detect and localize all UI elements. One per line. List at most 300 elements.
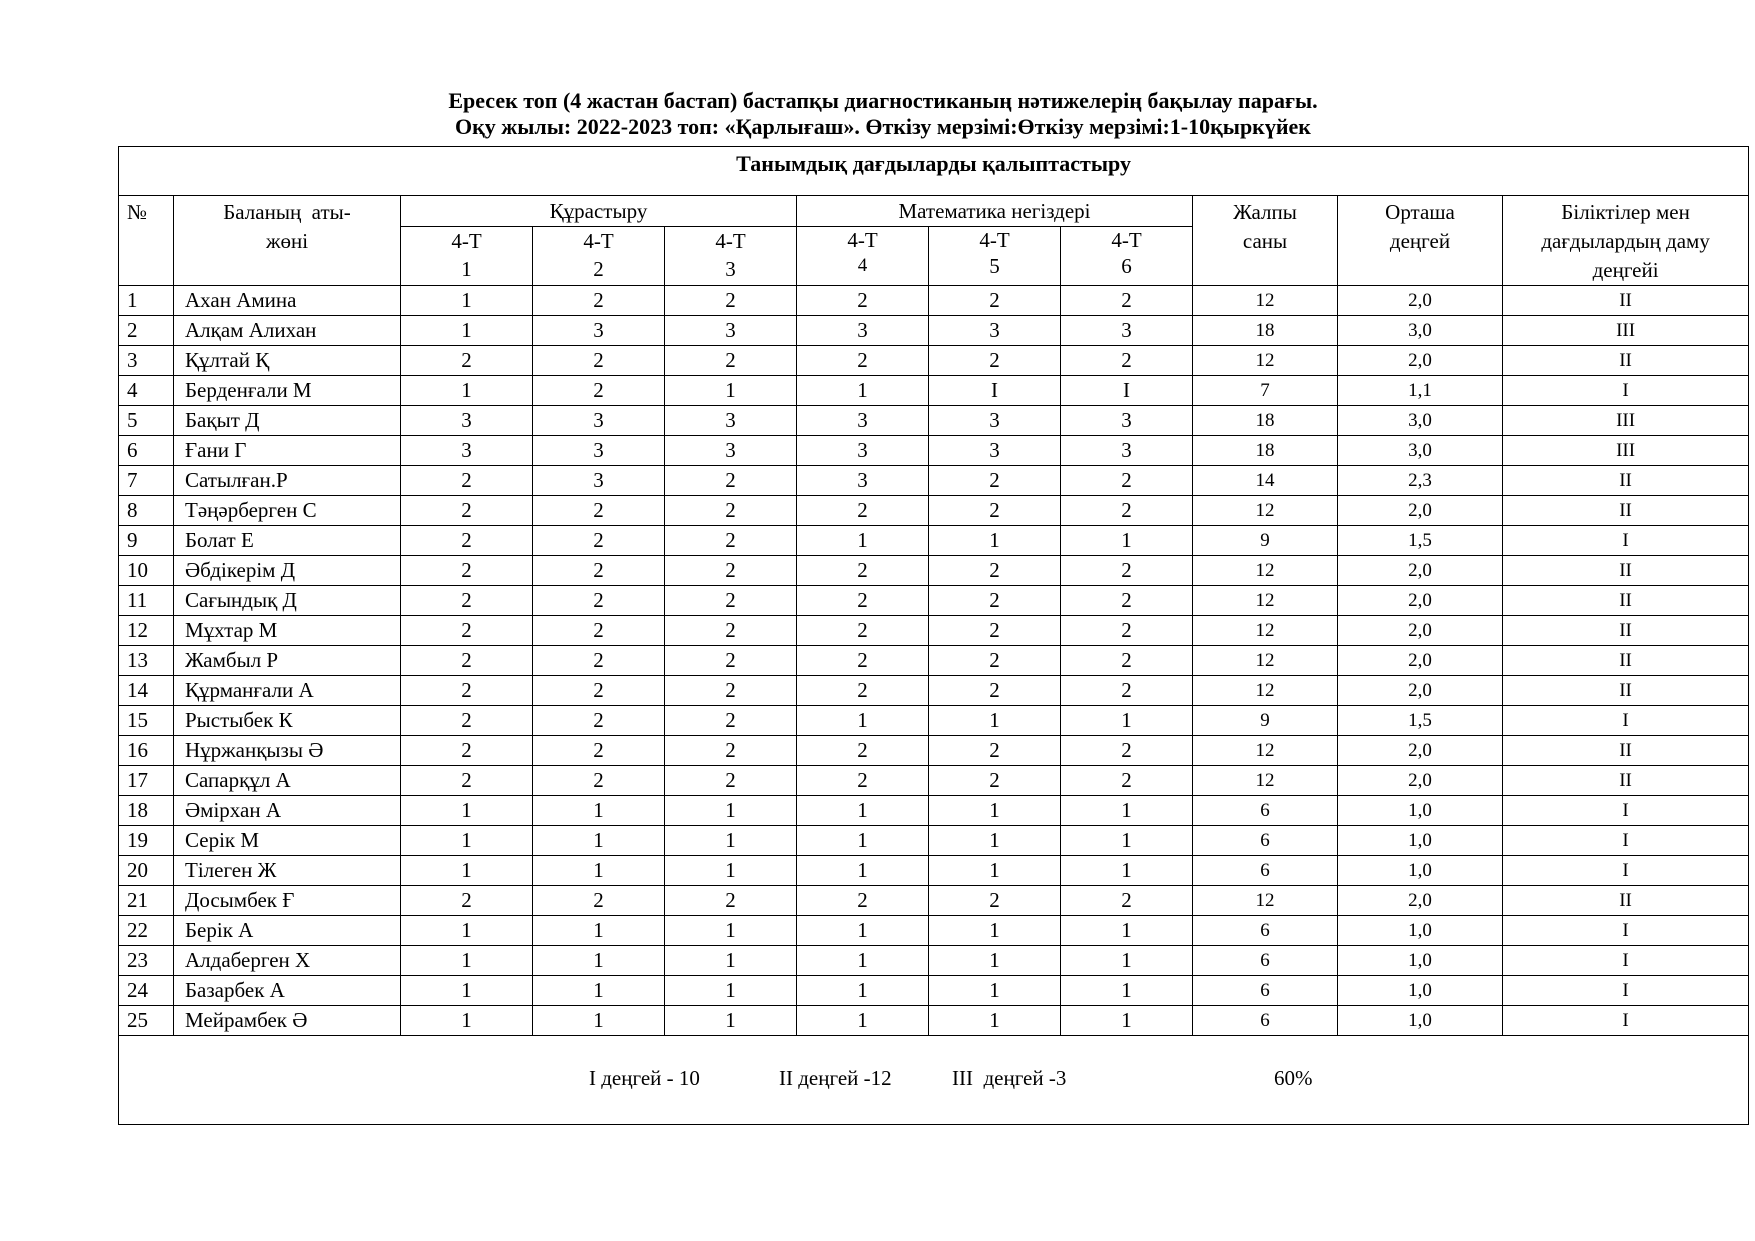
total-cell: 12 <box>1193 766 1338 796</box>
score-cell: 1 <box>797 1006 929 1036</box>
col-group-math: Математика негіздері <box>797 196 1193 227</box>
average-cell: 1,0 <box>1338 976 1503 1006</box>
score-cell: 1 <box>665 946 797 976</box>
score-cell: 2 <box>929 646 1061 676</box>
score-cell: 1 <box>929 1006 1061 1036</box>
score-cell: 1 <box>401 946 533 976</box>
student-name: Берденғали М <box>174 376 401 406</box>
score-cell: 1 <box>797 796 929 826</box>
score-cell: 3 <box>797 436 929 466</box>
row-number: 3 <box>119 346 174 376</box>
score-cell: 2 <box>929 286 1061 316</box>
total-cell: 6 <box>1193 796 1338 826</box>
score-cell: 2 <box>533 556 665 586</box>
total-cell: 14 <box>1193 466 1338 496</box>
row-number: 19 <box>119 826 174 856</box>
level-cell: I <box>1503 916 1749 946</box>
score-cell: 1 <box>797 916 929 946</box>
average-cell: 3,0 <box>1338 436 1503 466</box>
score-cell: 1 <box>797 976 929 1006</box>
score-cell: 1 <box>1061 706 1193 736</box>
total-cell: 6 <box>1193 976 1338 1006</box>
score-cell: 2 <box>929 676 1061 706</box>
score-cell: 2 <box>665 556 797 586</box>
student-name: Бақыт Д <box>174 406 401 436</box>
summary-row <box>119 1036 1749 1125</box>
sub-header-code: 4-Т <box>715 229 746 254</box>
table-row <box>119 886 1749 916</box>
student-name: Нұржанқызы Ә <box>174 736 401 766</box>
level-cell: II <box>1503 286 1749 316</box>
table-row <box>119 646 1749 676</box>
level-cell: II <box>1503 736 1749 766</box>
score-cell: 1 <box>533 796 665 826</box>
score-cell: 1 <box>929 526 1061 556</box>
score-cell: 1 <box>797 706 929 736</box>
col-header-level-line-3: деңгейі <box>1592 258 1659 282</box>
average-cell: 1,0 <box>1338 1006 1503 1036</box>
table-row <box>119 346 1749 376</box>
student-name: Алдаберген Х <box>174 946 401 976</box>
score-cell: 2 <box>533 526 665 556</box>
table-row <box>119 736 1749 766</box>
level-cell: II <box>1503 346 1749 376</box>
col-header-name <box>174 196 401 286</box>
score-cell: 2 <box>797 556 929 586</box>
level-cell: I <box>1503 946 1749 976</box>
average-cell: 2,0 <box>1338 616 1503 646</box>
average-cell: 1,5 <box>1338 526 1503 556</box>
col-header-number: № <box>119 196 174 286</box>
score-cell: 2 <box>1061 736 1193 766</box>
col-header-level-line-1: Біліктілер мен <box>1561 200 1690 224</box>
sub-header-code: 4-Т <box>847 228 878 253</box>
score-cell: 2 <box>797 616 929 646</box>
col-header-total-line-2: саны <box>1242 229 1288 253</box>
score-cell: 2 <box>401 346 533 376</box>
score-cell: 2 <box>401 706 533 736</box>
score-cell: 2 <box>665 766 797 796</box>
score-cell: 2 <box>1061 616 1193 646</box>
level-cell: II <box>1503 586 1749 616</box>
student-name: Мейрамбек Ә <box>174 1006 401 1036</box>
score-cell: 1 <box>401 376 533 406</box>
row-number: 4 <box>119 376 174 406</box>
score-cell: 3 <box>665 436 797 466</box>
score-cell: 1 <box>401 916 533 946</box>
average-cell: 1,5 <box>1338 706 1503 736</box>
heading-line-1: Ересек топ (4 жастан бастап) бастапқы диагностиканың нәтижелерің бақылау парағы. <box>448 88 1318 113</box>
total-cell: 9 <box>1193 706 1338 736</box>
level-cell: III <box>1503 316 1749 346</box>
student-name: Тілеген Ж <box>174 856 401 886</box>
score-cell: 2 <box>1061 886 1193 916</box>
total-cell: 18 <box>1193 406 1338 436</box>
score-cell: 2 <box>929 886 1061 916</box>
level-cell: I <box>1503 376 1749 406</box>
score-cell: 1 <box>929 856 1061 886</box>
score-cell: 2 <box>797 586 929 616</box>
col-header-total <box>1193 196 1338 286</box>
score-cell: 1 <box>929 916 1061 946</box>
score-cell: 1 <box>1061 916 1193 946</box>
score-cell: 2 <box>665 676 797 706</box>
score-cell: 1 <box>401 316 533 346</box>
table-row <box>119 436 1749 466</box>
score-cell: 1 <box>797 826 929 856</box>
level-cell: II <box>1503 466 1749 496</box>
score-cell: 2 <box>929 736 1061 766</box>
header-row-1 <box>119 196 1749 227</box>
sub-header-index: 4 <box>857 255 868 277</box>
score-cell: 2 <box>1061 496 1193 526</box>
student-name: Серік М <box>174 826 401 856</box>
score-cell: 2 <box>1061 766 1193 796</box>
score-cell: I <box>929 376 1061 406</box>
score-cell: 1 <box>665 856 797 886</box>
total-cell: 18 <box>1193 316 1338 346</box>
table-row <box>119 796 1749 826</box>
sub-header-index: 5 <box>989 254 1000 279</box>
level-cell: II <box>1503 646 1749 676</box>
row-number: 17 <box>119 766 174 796</box>
average-cell: 2,0 <box>1338 646 1503 676</box>
score-cell: 2 <box>533 496 665 526</box>
score-cell: 3 <box>1061 436 1193 466</box>
total-cell: 6 <box>1193 1006 1338 1036</box>
average-cell: 2,0 <box>1338 586 1503 616</box>
score-cell: 2 <box>665 646 797 676</box>
level-cell: II <box>1503 496 1749 526</box>
score-cell: 1 <box>533 976 665 1006</box>
table-row <box>119 946 1749 976</box>
section-title: Танымдық дағдыларды қалыптастыру <box>119 147 1749 196</box>
score-cell: 2 <box>401 886 533 916</box>
total-cell: 12 <box>1193 646 1338 676</box>
table-row <box>119 1006 1749 1036</box>
row-number: 25 <box>119 1006 174 1036</box>
row-number: 18 <box>119 796 174 826</box>
student-name: Ахан Амина <box>174 286 401 316</box>
score-cell: 2 <box>533 886 665 916</box>
score-cell: 2 <box>797 286 929 316</box>
total-cell: 6 <box>1193 856 1338 886</box>
col-header-name-line-1: Баланың аты- <box>223 200 351 224</box>
score-cell: 2 <box>929 346 1061 376</box>
score-cell: 2 <box>665 736 797 766</box>
score-cell: 2 <box>533 586 665 616</box>
score-cell: 2 <box>665 886 797 916</box>
table-row <box>119 496 1749 526</box>
table-row <box>119 766 1749 796</box>
heading-line-2: Оқу жылы: 2022-2023 топ: «Қарлығаш». Өткізу мерзімі:Өткізу мерзімі:1-10қыркүйек <box>455 114 1311 139</box>
row-number: 5 <box>119 406 174 436</box>
student-name: Базарбек А <box>174 976 401 1006</box>
col-header-average-line-1: Орташа <box>1385 200 1455 224</box>
student-name: Рыстыбек К <box>174 706 401 736</box>
score-cell: 1 <box>929 976 1061 1006</box>
student-name: Әбдікерім Д <box>174 556 401 586</box>
total-cell: 12 <box>1193 556 1338 586</box>
score-cell: 2 <box>533 616 665 646</box>
average-cell: 2,0 <box>1338 286 1503 316</box>
level-cell: III <box>1503 436 1749 466</box>
total-cell: 12 <box>1193 886 1338 916</box>
score-cell: 3 <box>533 316 665 346</box>
score-cell: 2 <box>797 646 929 676</box>
row-number: 8 <box>119 496 174 526</box>
table-row <box>119 706 1749 736</box>
sub-header-4 <box>797 227 929 286</box>
table-row <box>119 676 1749 706</box>
level-cell: I <box>1503 526 1749 556</box>
score-cell: 2 <box>533 376 665 406</box>
score-cell: 1 <box>929 946 1061 976</box>
level-cell: II <box>1503 676 1749 706</box>
document-heading <box>118 88 1648 140</box>
table-row <box>119 976 1749 1006</box>
total-cell: 12 <box>1193 616 1338 646</box>
score-cell: 2 <box>533 766 665 796</box>
score-cell: 3 <box>929 406 1061 436</box>
level-cell: I <box>1503 856 1749 886</box>
level-cell: I <box>1503 826 1749 856</box>
score-cell: 1 <box>665 376 797 406</box>
total-cell: 12 <box>1193 496 1338 526</box>
score-cell: 1 <box>533 916 665 946</box>
score-cell: 2 <box>1061 556 1193 586</box>
student-name: Құлтай Қ <box>174 346 401 376</box>
score-cell: 1 <box>401 286 533 316</box>
average-cell: 2,0 <box>1338 556 1503 586</box>
average-cell: 1,0 <box>1338 826 1503 856</box>
student-name: Болат Е <box>174 526 401 556</box>
col-header-average-line-2: деңгей <box>1389 229 1451 253</box>
total-cell: 6 <box>1193 916 1338 946</box>
score-cell: 1 <box>401 826 533 856</box>
score-cell: I <box>1061 376 1193 406</box>
sub-header-code: 4-Т <box>1111 228 1142 253</box>
table-row <box>119 856 1749 886</box>
score-cell: 1 <box>401 856 533 886</box>
score-cell: 2 <box>665 526 797 556</box>
score-cell: 2 <box>929 616 1061 646</box>
score-cell: 2 <box>797 496 929 526</box>
sub-header-index: 6 <box>1121 254 1132 279</box>
table-row <box>119 586 1749 616</box>
score-cell: 2 <box>1061 286 1193 316</box>
score-cell: 1 <box>797 856 929 886</box>
score-cell: 2 <box>533 286 665 316</box>
level-cell: III <box>1503 406 1749 436</box>
score-cell: 1 <box>533 946 665 976</box>
score-cell: 2 <box>401 586 533 616</box>
col-header-average <box>1338 196 1503 286</box>
row-number: 15 <box>119 706 174 736</box>
level-cell: II <box>1503 766 1749 796</box>
sub-header-code: 4-Т <box>451 229 482 254</box>
score-cell: 1 <box>797 946 929 976</box>
summary-percent: 60% <box>1274 1066 1313 1090</box>
score-cell: 1 <box>929 796 1061 826</box>
score-cell: 2 <box>401 646 533 676</box>
level-cell: I <box>1503 976 1749 1006</box>
row-number: 2 <box>119 316 174 346</box>
score-cell: 1 <box>401 796 533 826</box>
table-row <box>119 556 1749 586</box>
score-cell: 1 <box>929 706 1061 736</box>
score-cell: 1 <box>665 826 797 856</box>
sub-header-2 <box>533 227 665 286</box>
summary-level-3: III деңгей -3 <box>952 1066 1067 1090</box>
summary-level-2: II деңгей -12 <box>779 1066 892 1090</box>
student-name: Досымбек Ғ <box>174 886 401 916</box>
score-cell: 2 <box>533 646 665 676</box>
average-cell: 2,0 <box>1338 346 1503 376</box>
summary-level-1: I деңгей - 10 <box>589 1066 700 1090</box>
level-cell: I <box>1503 1006 1749 1036</box>
average-cell: 1,0 <box>1338 946 1503 976</box>
score-cell: 3 <box>665 316 797 346</box>
score-cell: 1 <box>1061 856 1193 886</box>
score-cell: 2 <box>401 616 533 646</box>
score-cell: 3 <box>401 436 533 466</box>
student-name: Алқам Алихан <box>174 316 401 346</box>
average-cell: 3,0 <box>1338 316 1503 346</box>
total-cell: 6 <box>1193 946 1338 976</box>
row-number: 20 <box>119 856 174 886</box>
average-cell: 1,1 <box>1338 376 1503 406</box>
col-header-name-line-2: жөні <box>265 229 309 253</box>
total-cell: 12 <box>1193 286 1338 316</box>
sub-header-6 <box>1061 227 1193 286</box>
average-cell: 1,0 <box>1338 796 1503 826</box>
col-group-construct: Құрастыру <box>401 196 797 227</box>
total-cell: 12 <box>1193 736 1338 766</box>
score-cell: 1 <box>1061 796 1193 826</box>
total-cell: 9 <box>1193 526 1338 556</box>
sub-header-3 <box>665 227 797 286</box>
col-header-level-line-2: дағдылардың даму <box>1541 229 1710 253</box>
score-cell: 2 <box>665 286 797 316</box>
score-cell: 3 <box>401 406 533 436</box>
score-cell: 2 <box>533 676 665 706</box>
student-name: Ғани Г <box>174 436 401 466</box>
score-cell: 2 <box>1061 466 1193 496</box>
score-cell: 1 <box>1061 946 1193 976</box>
score-cell: 3 <box>665 406 797 436</box>
table-row <box>119 466 1749 496</box>
score-cell: 2 <box>665 496 797 526</box>
student-name: Әмірхан А <box>174 796 401 826</box>
score-cell: 1 <box>665 916 797 946</box>
student-name: Құрманғали А <box>174 676 401 706</box>
table-row <box>119 316 1749 346</box>
student-name: Сатылған.Р <box>174 466 401 496</box>
level-cell: II <box>1503 616 1749 646</box>
average-cell: 1,0 <box>1338 916 1503 946</box>
table-row <box>119 406 1749 436</box>
score-cell: 1 <box>929 826 1061 856</box>
student-name: Сағындық Д <box>174 586 401 616</box>
average-cell: 2,0 <box>1338 766 1503 796</box>
row-number: 13 <box>119 646 174 676</box>
score-cell: 2 <box>401 466 533 496</box>
score-cell: 3 <box>929 316 1061 346</box>
row-number: 23 <box>119 946 174 976</box>
score-cell: 2 <box>797 766 929 796</box>
average-cell: 2,0 <box>1338 496 1503 526</box>
score-cell: 2 <box>401 496 533 526</box>
row-number: 24 <box>119 976 174 1006</box>
score-cell: 1 <box>533 826 665 856</box>
score-cell: 1 <box>401 1006 533 1036</box>
sub-header-1 <box>401 227 533 286</box>
table-row <box>119 286 1749 316</box>
score-cell: 1 <box>797 376 929 406</box>
row-number: 11 <box>119 586 174 616</box>
level-cell: I <box>1503 706 1749 736</box>
score-cell: 2 <box>1061 676 1193 706</box>
score-cell: 2 <box>401 676 533 706</box>
sub-header-index: 1 <box>461 257 472 282</box>
score-cell: 3 <box>929 436 1061 466</box>
row-number: 1 <box>119 286 174 316</box>
score-cell: 2 <box>665 586 797 616</box>
table-body <box>119 286 1749 1036</box>
row-number: 12 <box>119 616 174 646</box>
score-cell: 3 <box>797 406 929 436</box>
score-cell: 1 <box>533 1006 665 1036</box>
score-cell: 2 <box>1061 346 1193 376</box>
student-name: Мұхтар М <box>174 616 401 646</box>
score-cell: 2 <box>1061 586 1193 616</box>
score-cell: 2 <box>929 556 1061 586</box>
level-cell: I <box>1503 796 1749 826</box>
row-number: 22 <box>119 916 174 946</box>
total-cell: 18 <box>1193 436 1338 466</box>
total-cell: 12 <box>1193 676 1338 706</box>
student-name: Сапарқұл А <box>174 766 401 796</box>
average-cell: 3,0 <box>1338 406 1503 436</box>
score-cell: 2 <box>665 706 797 736</box>
score-cell: 3 <box>797 466 929 496</box>
row-number: 10 <box>119 556 174 586</box>
row-number: 7 <box>119 466 174 496</box>
score-cell: 3 <box>797 316 929 346</box>
student-name: Тәңәрберген С <box>174 496 401 526</box>
score-cell: 3 <box>533 406 665 436</box>
score-cell: 2 <box>401 556 533 586</box>
row-number: 21 <box>119 886 174 916</box>
score-cell: 3 <box>533 436 665 466</box>
score-cell: 2 <box>929 586 1061 616</box>
score-cell: 2 <box>797 736 929 766</box>
score-cell: 2 <box>665 346 797 376</box>
score-cell: 2 <box>533 736 665 766</box>
score-cell: 1 <box>665 1006 797 1036</box>
score-cell: 1 <box>1061 826 1193 856</box>
score-cell: 2 <box>401 526 533 556</box>
score-cell: 3 <box>1061 316 1193 346</box>
score-cell: 2 <box>929 766 1061 796</box>
score-cell: 2 <box>1061 646 1193 676</box>
score-cell: 2 <box>797 886 929 916</box>
sub-header-index: 3 <box>725 257 736 282</box>
score-cell: 3 <box>533 466 665 496</box>
score-cell: 2 <box>533 346 665 376</box>
table-row <box>119 616 1749 646</box>
